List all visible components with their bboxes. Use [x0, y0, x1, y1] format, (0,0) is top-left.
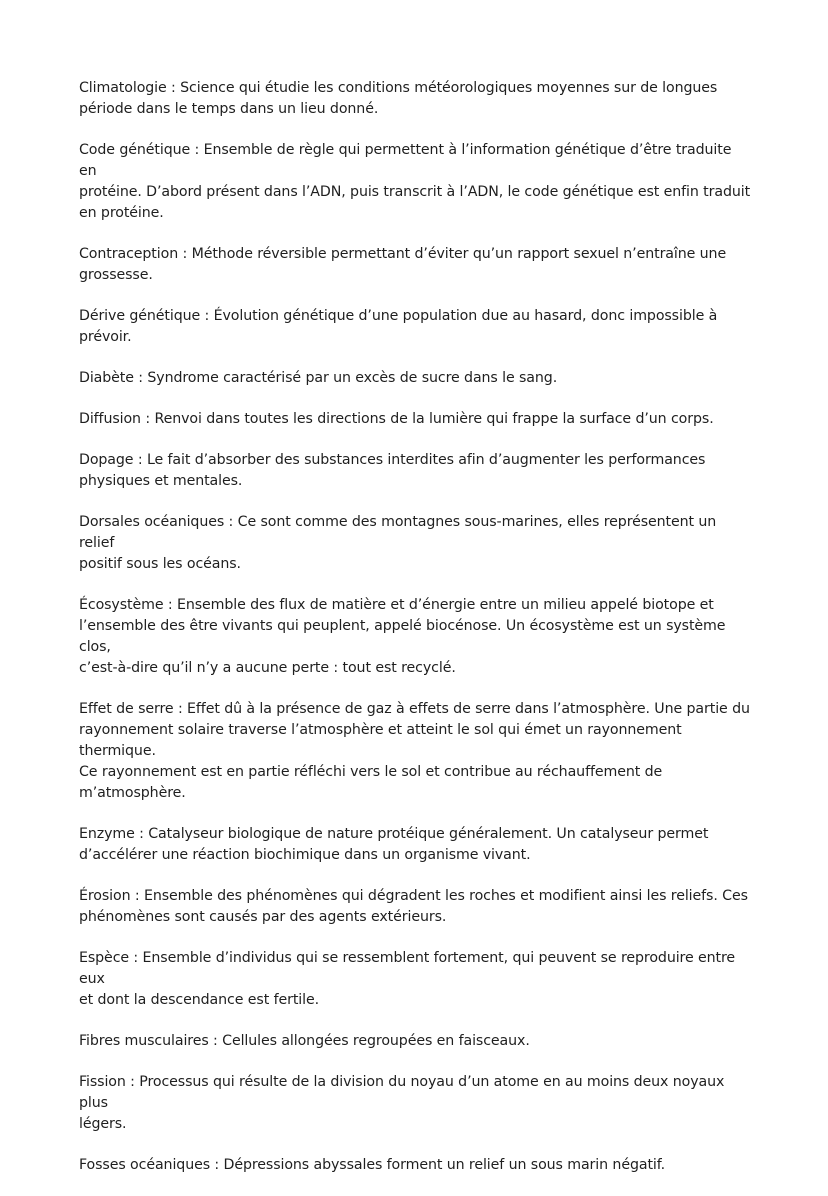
glossary-entry-diabete: Diabète : Syndrome caractérisé par un excès de sucre dans le sang.: [79, 370, 558, 386]
glossary-entry-erosion: Érosion : Ensemble des phénomènes qui dégradent les roches et modifient ainsi les reliefs. Ces phénomènes sont causés par des agents extérieurs.: [79, 888, 748, 925]
glossary-entry-code-genetique: Code génétique : Ensemble de règle qui permettent à l’information génétique d’être traduite en protéine. D’abord présent dans l’ADN, puis transcrit à l’ADN, le code génétique est enfin traduit en protéine.: [79, 142, 751, 221]
glossary-entry-effet-de-serre: Effet de serre : Effet dû à la présence de gaz à effets de serre dans l’atmosphère. Une partie du rayonnement solaire traverse l’atmosphère et atteint le sol qui émet un rayonnement thermique. Ce rayonnement est en partie réfléchi vers le sol et contribue au réchauffement de m’atmosphère.: [79, 701, 750, 801]
glossary-entry-enzyme: Enzyme : Catalyseur biologique de nature protéique généralement. Un catalyseur permet d’accélérer une réaction biochimique dans un organisme vivant.: [79, 826, 709, 863]
glossary-list: [79, 78, 751, 1196]
glossary-entry-contraception: Contraception : Méthode réversible permettant d’éviter qu’un rapport sexuel n’entraîne une grossesse.: [79, 246, 727, 283]
glossary-entry-fibres-musculaires: Fibres musculaires : Cellules allongées regroupées en faisceaux.: [79, 1033, 530, 1049]
glossary-entry-dopage: Dopage : Le fait d’absorber des substances interdites afin d’augmenter les performances physiques et mentales.: [79, 452, 706, 489]
glossary-entry-dorsales-oceaniques: Dorsales océaniques : Ce sont comme des montagnes sous-marines, elles représentent un relief positif sous les océans.: [79, 514, 717, 572]
glossary-entry-derive-genetique: Dérive génétique : Évolution génétique d’une population due au hasard, donc impossible à prévoir.: [79, 308, 718, 345]
glossary-entry-fosses-oceaniques: Fosses océaniques : Dépressions abyssales forment un relief un sous marin négatif.: [79, 1157, 666, 1173]
glossary-entry-espece: Espèce : Ensemble d’individus qui se ressemblent fortement, qui peuvent se reproduire entre eux et dont la descendance est fertile.: [79, 950, 736, 1008]
glossary-entry-climatologie: Climatologie : Science qui étudie les conditions météorologiques moyennes sur de longues période dans le temps dans un lieu donné.: [79, 80, 718, 117]
glossary-entry-ecosysteme: Écosystème : Ensemble des flux de matière et d’énergie entre un milieu appelé biotope et l’ensemble des être vivants qui peuplent, appelé biocénose. Un écosystème est un système clos, c’est-à-dire qu’il n’y a aucune perte : tout est recyclé.: [79, 597, 726, 676]
glossary-entry-diffusion: Diffusion : Renvoi dans toutes les directions de la lumière qui frappe la surface d’un corps.: [79, 411, 714, 427]
glossary-entry-fission: Fission : Processus qui résulte de la division du noyau d’un atome en au moins deux noyaux plus légers.: [79, 1074, 725, 1132]
